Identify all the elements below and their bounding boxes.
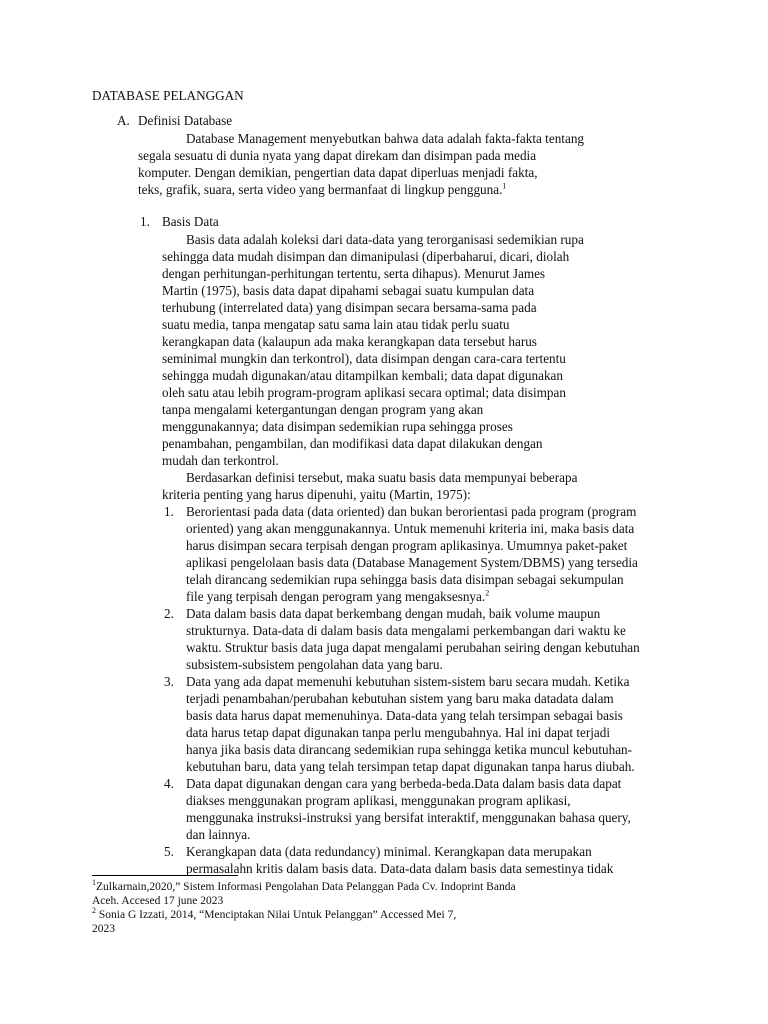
- subsection-1-line: menggunakannya; data disimpan sedemikian rupa sehingga proses: [162, 419, 513, 434]
- subsection-1-line: tanpa mengalami ketergantungan dengan program yang akan: [162, 402, 484, 417]
- subsection-1-line: terhubung (interrelated data) yang disimpan secara bersama-sama pada: [162, 300, 537, 315]
- criteria-line: [186, 589, 489, 606]
- criteria-line: basis data harus dapat memenuhinya. Data-data yang telah tersimpan sebagai basis: [186, 708, 623, 723]
- subsection-1-title: Basis Data: [162, 214, 219, 229]
- criteria-line: menggunaka instruksi-instruksi yang bersifat interaktif, menggunakan bahasa query,: [186, 810, 631, 825]
- criteria-marker: 2.: [164, 606, 174, 621]
- subsection-1-line: mudah dan terkontrol.: [162, 453, 279, 468]
- footnote-ref-1: 1: [502, 181, 507, 191]
- criteria-marker: 5.: [164, 844, 174, 859]
- criteria-line-text: file yang terpisah dengan perogram yang mengaksesnya.: [186, 589, 486, 604]
- section-a-line: Database Management menyebutkan bahwa data adalah fakta-fakta tentang: [186, 131, 585, 146]
- criteria-line: Data yang ada dapat memenuhi kebutuhan sistem-sistem baru secara mudah. Ketika: [186, 674, 630, 689]
- section-a-line: komputer. Dengan demikian, pengertian data dapat diperluas menjadi fakta,: [138, 165, 538, 180]
- section-a-line-text: teks, grafik, suara, serta video yang bermanfaat di lingkup pengguna.: [138, 182, 503, 197]
- subsection-1-line: seminimal mungkin dan terkontrol), data disimpan dengan cara-cara tertentu: [162, 351, 566, 366]
- subsection-1-line: sehingga mudah digunakan/atau ditampilkan kembali; data dapat digunakan: [162, 368, 564, 383]
- criteria-line: Berorientasi pada data (data oriented) dan bukan berorientasi pada program (program: [186, 504, 637, 519]
- criteria-line: data harus tetap dapat digunakan tanpa perlu mengubahnya. Hal ini dapat terjadi: [186, 725, 611, 740]
- subsection-1-marker: 1.: [140, 214, 150, 229]
- subsection-1-line: kriteria penting yang harus dipenuhi, yaitu (Martin, 1975):: [162, 487, 471, 502]
- criteria-line: aplikasi pengelolaan basis data (Database Management System/DBMS) yang tersedia: [186, 555, 638, 570]
- subsection-1-line: kerangkapan data (kalaupun ada maka kerangkapan data tersebut harus: [162, 334, 537, 349]
- criteria-line: telah dirancang sedemikian rupa sehingga basis data disimpan sebagai sekumpulan: [186, 572, 624, 587]
- subsection-1-line: dengan perhitungan-perhitungan tertentu, serta dihapus). Menurut James: [162, 266, 546, 281]
- subsection-1-line: Martin (1975), basis data dapat dipahami sebagai suatu kumpulan data: [162, 283, 535, 298]
- footnote-2-marker: 2: [92, 906, 96, 916]
- criteria-marker: 4.: [164, 776, 174, 791]
- criteria-line: hanya jika basis data dirancang sedemikian rupa sehingga ketika muncul kebutuhan-: [186, 742, 633, 757]
- criteria-marker: 3.: [164, 674, 174, 689]
- subsection-1-line: suatu media, tanpa mengatap satu sama lain atau tidak perlu suatu: [162, 317, 510, 332]
- subsection-1-line: penambahan, pengambilan, dan modifikasi data dapat dilakukan dengan: [162, 436, 543, 451]
- subsection-1-line: Basis data adalah koleksi dari data-data yang terorganisasi sedemikian rupa: [186, 232, 584, 247]
- criteria-line: Data dalam basis data dapat berkembang dengan mudah, baik volume maupun: [186, 606, 601, 621]
- criteria-line: permasalahn kritis dalam basis data. Data-data dalam basis data semestinya tidak: [186, 861, 614, 876]
- subsection-1-line: oleh satu atau lebih program-program aplikasi secara optimal; data disimpan: [162, 385, 566, 400]
- subsection-1-line: sehingga data mudah disimpan dan dimanipulasi (diperbaharui, dicari, diolah: [162, 249, 570, 264]
- criteria-line: diakses menggunakan program aplikasi, menggunakan program aplikasi,: [186, 793, 571, 808]
- criteria-line: subsistem-subsistem pengolahan data yang baru.: [186, 657, 443, 672]
- criteria-line: dan lainnya.: [186, 827, 251, 842]
- section-a-marker: A.: [117, 113, 130, 128]
- section-a-title: Definisi Database: [138, 113, 233, 128]
- footnote-2-line: 2023: [92, 923, 115, 935]
- footnote-1-marker: 1: [92, 878, 96, 888]
- criteria-line: oriented) yang akan menggunakannya. Untuk memenuhi kriteria ini, maka basis data: [186, 521, 635, 536]
- document-heading: DATABASE PELANGGAN: [92, 88, 244, 103]
- criteria-line: waktu. Struktur basis data juga dapat mengalami perubahan seiring dengan kebutuhan: [186, 640, 640, 655]
- criteria-line: terjadi penambahan/perubahan kebutuhan sistem yang baru maka datadata dalam: [186, 691, 614, 706]
- criteria-line: kebutuhan baru, data yang telah tersimpan tetap dapat digunakan tanpa harus diubah.: [186, 759, 635, 774]
- section-a-line: [138, 182, 506, 199]
- criteria-line: Data dapat digunakan dengan cara yang berbeda-beda.Data dalam basis data dapat: [186, 776, 622, 791]
- footnote-2: [92, 908, 456, 922]
- footnote-separator: [92, 875, 238, 876]
- criteria-line: Kerangkapan data (data redundancy) minimal. Kerangkapan data merupakan: [186, 844, 592, 859]
- criteria-line: strukturnya. Data-data di dalam basis data mengalami perkembangan dari waktu ke: [186, 623, 626, 638]
- footnote-1: [92, 880, 516, 894]
- footnote-1-text: Zulkarnain,2020,” Sistem Informasi Pengolahan Data Pelanggan Pada Cv. Indoprint Banda: [96, 881, 516, 893]
- criteria-marker: 1.: [164, 504, 174, 519]
- footnote-ref-2: 2: [485, 588, 490, 598]
- criteria-line: harus disimpan secara terpisah dengan program aplikasinya. Umumnya paket-paket: [186, 538, 628, 553]
- footnote-2-text: Sonia G Izzati, 2014, “Menciptakan Nilai Untuk Pelanggan” Accessed Mei 7,: [96, 909, 457, 921]
- section-a-line: segala sesuatu di dunia nyata yang dapat direkam dan disimpan pada media: [138, 148, 537, 163]
- subsection-1-line: Berdasarkan definisi tersebut, maka suatu basis data mempunyai beberapa: [186, 470, 578, 485]
- footnote-1-line: Aceh. Accesed 17 june 2023: [92, 895, 224, 907]
